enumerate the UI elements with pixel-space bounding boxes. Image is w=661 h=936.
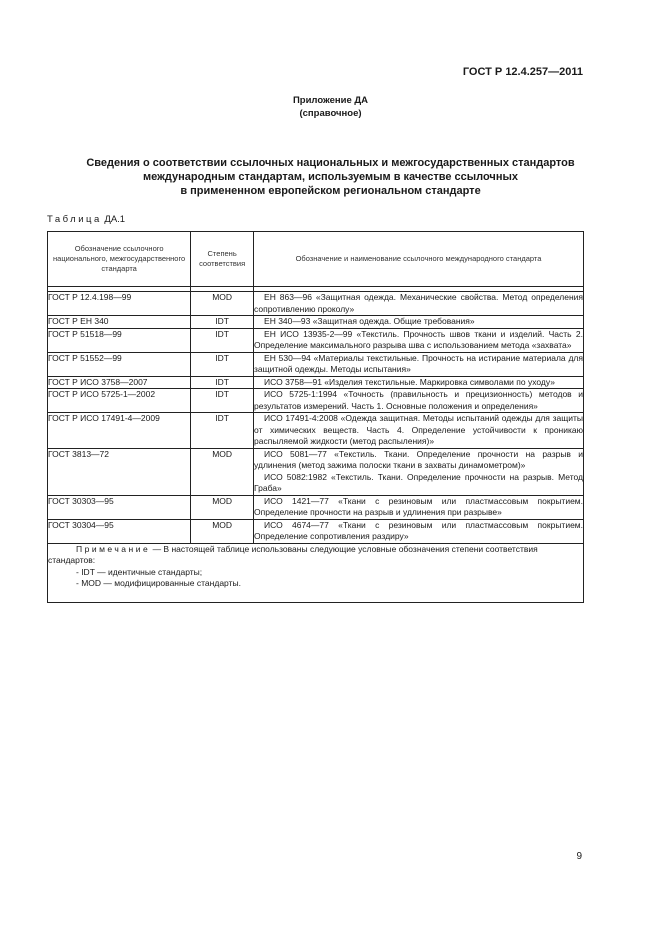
- international-standard-text: ИСО 5725-1:1994 «Точность (правильность и прецизионность) методов и результатов измерений. Часть 1. Основные положения и определения»: [254, 389, 583, 411]
- heading-line: в примененном европейском региональном стандарте: [180, 185, 481, 197]
- international-standard-cell: [254, 376, 584, 389]
- table-row: [48, 389, 584, 413]
- column-header-degree: Степень соответствия: [191, 232, 254, 287]
- correspondence-table: [47, 231, 584, 603]
- degree-cell: MOD: [191, 519, 254, 543]
- international-standard-text: ЕН 340—93 «Защитная одежда. Общие требования»: [264, 316, 475, 326]
- annex-subtitle: (справочное): [299, 108, 362, 119]
- degree-cell: IDT: [191, 352, 254, 376]
- degree-cell: MOD: [191, 495, 254, 519]
- degree-cell: MOD: [191, 292, 254, 316]
- section-heading: [40, 156, 621, 198]
- international-standard-text: ИСО 3758—91 «Изделия текстильные. Маркировка символами по уходу»: [264, 376, 555, 387]
- degree-cell: IDT: [191, 376, 254, 389]
- column-header-national: Обозначение ссылочного национального, межгосударственного стандарта: [48, 232, 191, 287]
- international-standard-text: ИСО 5081—77 «Текстиль. Ткани. Определение прочности на разрыв и удлинения (метод зажима полоски ткани в захваты динамометром)»: [254, 448, 583, 470]
- international-standard-cell: [254, 519, 584, 543]
- international-standard-text: ИСО 4674—77 «Ткани с резиновым или пластмассовым покрытием. Определение сопротивления раздиру»: [254, 519, 583, 541]
- international-standard-cell: [254, 352, 584, 376]
- table-header-row: [48, 232, 584, 287]
- international-standard-cell: [254, 448, 584, 495]
- note-item: - MOD — модифицированные стандарты.: [76, 578, 241, 588]
- note-text: — В настоящей таблице использованы следующие условные обозначения степени соответствия стандартов:: [48, 543, 538, 565]
- table-row: [48, 519, 584, 543]
- table-row: [48, 316, 584, 329]
- table-caption: [47, 214, 125, 225]
- degree-cell: IDT: [191, 389, 254, 413]
- table-row: [48, 292, 584, 316]
- national-standard-cell: ГОСТ 3813—72: [48, 448, 191, 495]
- national-standard-cell: ГОСТ Р 12.4.198—99: [48, 292, 191, 316]
- table-row: [48, 376, 584, 389]
- international-standard-text: ЕН ИСО 13935-2—99 «Текстиль. Прочность швов ткани и изделий. Часть 2. Определение максимального разрыва шва с использованием метода «захвата»: [254, 328, 583, 350]
- international-standard-text: ЕН 863—96 «Защитная одежда. Механические свойства. Метод определения сопротивлению проколу»: [254, 292, 583, 314]
- international-standard-cell: [254, 316, 584, 329]
- note-paragraph: [48, 544, 583, 567]
- national-standard-cell: ГОСТ Р ИСО 3758—2007: [48, 376, 191, 389]
- annex-title: Приложение ДА: [292, 95, 369, 106]
- degree-cell: IDT: [191, 328, 254, 352]
- international-standard-text: ИСО 17491-4:2008 «Одежда защитная. Методы испытаний одежды для защиты от химических веществ. Часть 4. Определение устойчивости к проникаю распыляемой жидкости (метод распыления)»: [254, 413, 583, 446]
- column-header-international: Обозначение и наименование ссылочного международного стандарта: [254, 232, 584, 287]
- national-standard-cell: ГОСТ Р ИСО 17491-4—2009: [48, 413, 191, 449]
- national-standard-cell: ГОСТ 30304—95: [48, 519, 191, 543]
- page-number: 9: [576, 851, 582, 862]
- table-caption-number: ДА.1: [104, 214, 126, 225]
- table-row: [48, 328, 584, 352]
- table-caption-word: Таблица: [47, 214, 102, 225]
- international-standard-cell: [254, 328, 584, 352]
- international-standard-text: ИСО 5082:1982 «Текстиль. Ткани. Определение прочности на разрыв. Метод Граба»: [254, 471, 583, 493]
- national-standard-cell: ГОСТ Р ЕН 340: [48, 316, 191, 329]
- international-standard-cell: [254, 495, 584, 519]
- document-code: ГОСТ Р 12.4.257—2011: [462, 66, 583, 78]
- international-standard-text: ЕН 530—94 «Материалы текстильные. Прочность на истирание материала для защитной одежды. Методы испытания»: [254, 352, 583, 374]
- table-note: [48, 543, 584, 602]
- international-standard-cell: [254, 292, 584, 316]
- annex-heading: [0, 94, 661, 120]
- national-standard-cell: ГОСТ 30303—95: [48, 495, 191, 519]
- degree-cell: IDT: [191, 316, 254, 329]
- national-standard-cell: ГОСТ Р 51552—99: [48, 352, 191, 376]
- table-note-row: [48, 543, 584, 602]
- national-standard-cell: ГОСТ Р ИСО 5725-1—2002: [48, 389, 191, 413]
- table-row: [48, 448, 584, 495]
- national-standard-cell: ГОСТ Р 51518—99: [48, 328, 191, 352]
- note-label: Примечание: [76, 543, 151, 554]
- degree-cell: MOD: [191, 448, 254, 495]
- heading-line: Сведения о соответствии ссылочных национальных и межгосударственных стандартов: [86, 157, 575, 169]
- table-row: [48, 495, 584, 519]
- international-standard-cell: [254, 389, 584, 413]
- table-body: [48, 287, 584, 544]
- international-standard-cell: [254, 413, 584, 449]
- international-standard-text: ИСО 1421—77 «Ткани с резиновым или пластмассовым покрытием. Определение прочности на разрыв и удлинения при разрыве»: [254, 495, 583, 517]
- heading-line: международным стандартам, используемым в качестве ссылочных: [143, 171, 518, 183]
- degree-cell: IDT: [191, 413, 254, 449]
- note-item: - IDT — идентичные стандарты;: [76, 566, 203, 577]
- table-row: [48, 413, 584, 449]
- table-row: [48, 352, 584, 376]
